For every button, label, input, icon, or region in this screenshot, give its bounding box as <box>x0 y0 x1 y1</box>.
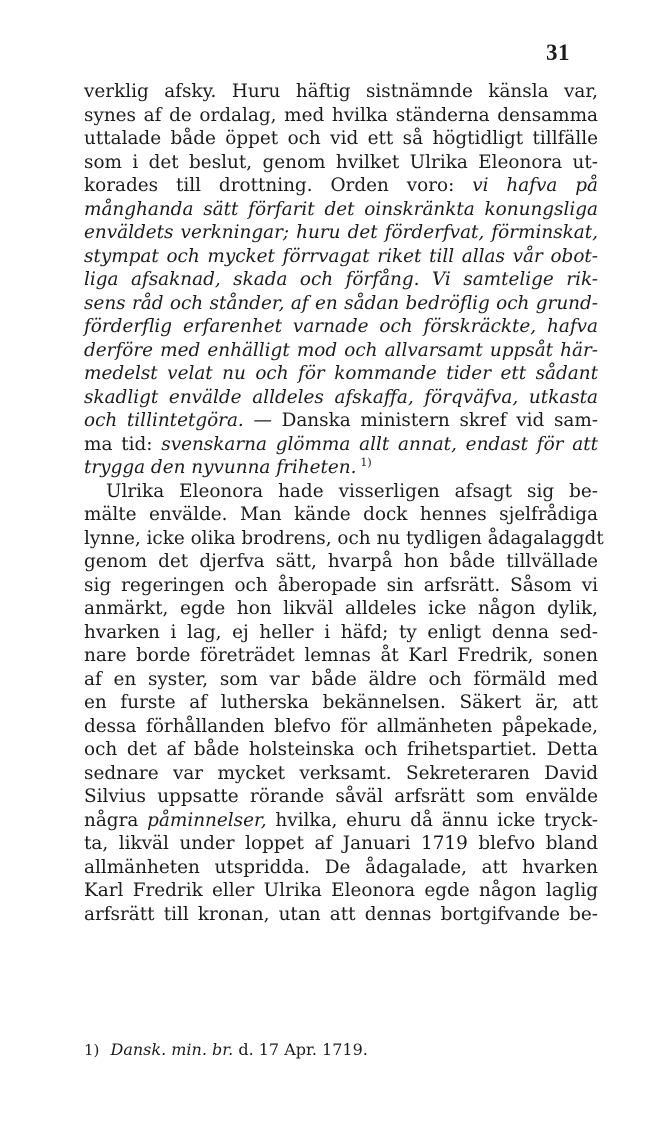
text-line <box>84 386 598 410</box>
text-line <box>84 362 598 386</box>
text-segment: uttalade både öppet och vid ett så högtidligt tillfälle <box>84 128 598 149</box>
text-line <box>84 245 598 269</box>
text-segment: Ulrika Eleonora hade visserligen afsagt sig be- <box>106 480 598 502</box>
italic-text-segment: skadligt envälde alldeles afskaffa, förqväfva, utkasta <box>84 386 598 408</box>
text-line <box>84 339 598 363</box>
footnote-source: Dansk. min. br. <box>110 1040 234 1059</box>
text-segment: hvilka, ehuru då ännu icke tryck- <box>266 809 598 831</box>
text-segment: mälte envälde. Man kände dock hennes sjelfrådiga <box>84 504 598 525</box>
text-segment: verklig afsky. Huru häftig sistnämnde känsla var, <box>84 81 598 102</box>
text-line <box>84 574 598 598</box>
text-line <box>84 127 598 151</box>
text-line <box>84 104 598 128</box>
text-line <box>84 268 598 292</box>
text-line <box>84 550 598 574</box>
text-line <box>84 668 598 692</box>
italic-text-segment: förderflig erfarenhet varnade och förskräckte, hafva <box>84 316 598 337</box>
text-line <box>84 832 598 856</box>
text-segment: anmärkt, egde hon likväl alldeles icke någon dylik, <box>84 598 598 619</box>
text-line <box>84 621 598 645</box>
text-line <box>84 691 598 715</box>
text-line <box>84 80 598 104</box>
text-line <box>84 856 598 880</box>
text-segment: synes af de ordalag, med hvilka ständerna densamma <box>84 104 598 126</box>
italic-text-segment: medelst velat nu och för kommande tider ett sådant <box>84 363 598 384</box>
italic-text-segment: påminnelser, <box>147 809 267 831</box>
text-line <box>84 503 598 527</box>
text-segment: sig regeringen och åberopade sin arfsrätt. Såsom vi <box>84 574 598 596</box>
footnote-date: d. 17 Apr. 1719. <box>238 1040 368 1059</box>
italic-text-segment: derföre med enhälligt mod och allvarsamt uppsåt här- <box>84 339 598 361</box>
text-segment: dessa förhållanden blefvo för allmänheten påpekade, <box>84 715 598 737</box>
text-line <box>84 644 598 668</box>
text-segment: genom det djerfva sätt, hvarpå hon både tillvällade <box>84 551 598 572</box>
text-segment: och det af både holsteinska och frihetspartiet. Detta <box>84 739 598 760</box>
text-line <box>84 174 598 198</box>
italic-text-segment: och tillintetgöra. <box>84 410 244 431</box>
text-line <box>84 597 598 621</box>
text-segment: — Danska ministern skref vid sam- <box>243 410 599 431</box>
text-segment: nare borde företrädet lemnas åt Karl Fredrik, sonen <box>84 645 598 666</box>
footnote <box>84 1040 368 1060</box>
text-line <box>84 315 598 339</box>
text-line <box>84 762 598 786</box>
text-segment: arfsrätt till kronan, utan att dennas bortgifvande be- <box>84 903 598 925</box>
text-line <box>84 198 598 222</box>
text-line <box>84 456 598 480</box>
page-number: 31 <box>546 40 570 65</box>
text-segment: ta, likväl under loppet af Januari 1719 blefvo bland <box>84 833 598 854</box>
text-line <box>84 809 598 833</box>
text-line <box>84 738 598 762</box>
italic-text-segment: månghanda sätt förfarit det oinskränkta konungsliga <box>84 198 598 220</box>
italic-text-segment: svenskarna glömma allt annat, endast för att <box>161 433 598 455</box>
text-line <box>84 292 598 316</box>
text-line <box>84 433 598 457</box>
italic-text-segment: vi hafva på <box>472 175 598 196</box>
text-segment: Karl Fredrik eller Ulrika Eleonora egde någon laglig <box>84 880 598 901</box>
italic-text-segment: sens råd och stånder, af en sådan bedröflig och grund- <box>84 292 598 314</box>
text-segment: allmänheten utspridda. De ådagalade, att hvarken <box>84 856 598 878</box>
text-segment: en furste af lutherska bekännelsen. Säkert är, att <box>84 692 598 713</box>
text-segment: Silvius uppsatte rörande såväl arfsrätt som envälde <box>84 786 598 807</box>
text-segment: några <box>84 809 148 831</box>
text-line <box>84 151 598 175</box>
text-segment: lynne, icke olika brodrens, och nu tydligen ådagalaggdt <box>84 527 604 549</box>
footnote-reference: 1) <box>360 455 372 469</box>
italic-text-segment: liga afsaknad, skada och förfång. Vi samtelige rik- <box>84 269 598 290</box>
text-line <box>84 527 604 551</box>
text-segment: af en syster, som var både äldre och förmäld med <box>84 668 598 690</box>
text-segment: korades till drottning. Orden voro: <box>84 175 473 196</box>
italic-text-segment: enväldets verkningar; huru det förderfvat, förminskat, <box>84 222 598 243</box>
text-line <box>84 903 598 927</box>
text-segment: som i det beslut, genom hvilket Ulrika Eleonora ut- <box>84 151 598 173</box>
footnote-number: 1) <box>84 1041 100 1059</box>
text-segment: ma tid: <box>84 433 162 455</box>
text-line <box>84 409 598 433</box>
text-line <box>84 785 598 809</box>
text-segment: sednare var mycket verksamt. Sekreteraren David <box>84 762 598 784</box>
text-segment: hvarken i lag, ej heller i häfd; ty enligt denna sed- <box>84 621 598 643</box>
body-text <box>84 80 604 926</box>
text-line <box>84 879 598 903</box>
text-line <box>84 480 598 504</box>
italic-text-segment: trygga den nyvunna friheten. <box>84 457 357 478</box>
italic-text-segment: stympat och mycket förrvagat riket till allas vår obot- <box>84 245 598 267</box>
text-line <box>84 221 598 245</box>
text-line <box>84 715 598 739</box>
